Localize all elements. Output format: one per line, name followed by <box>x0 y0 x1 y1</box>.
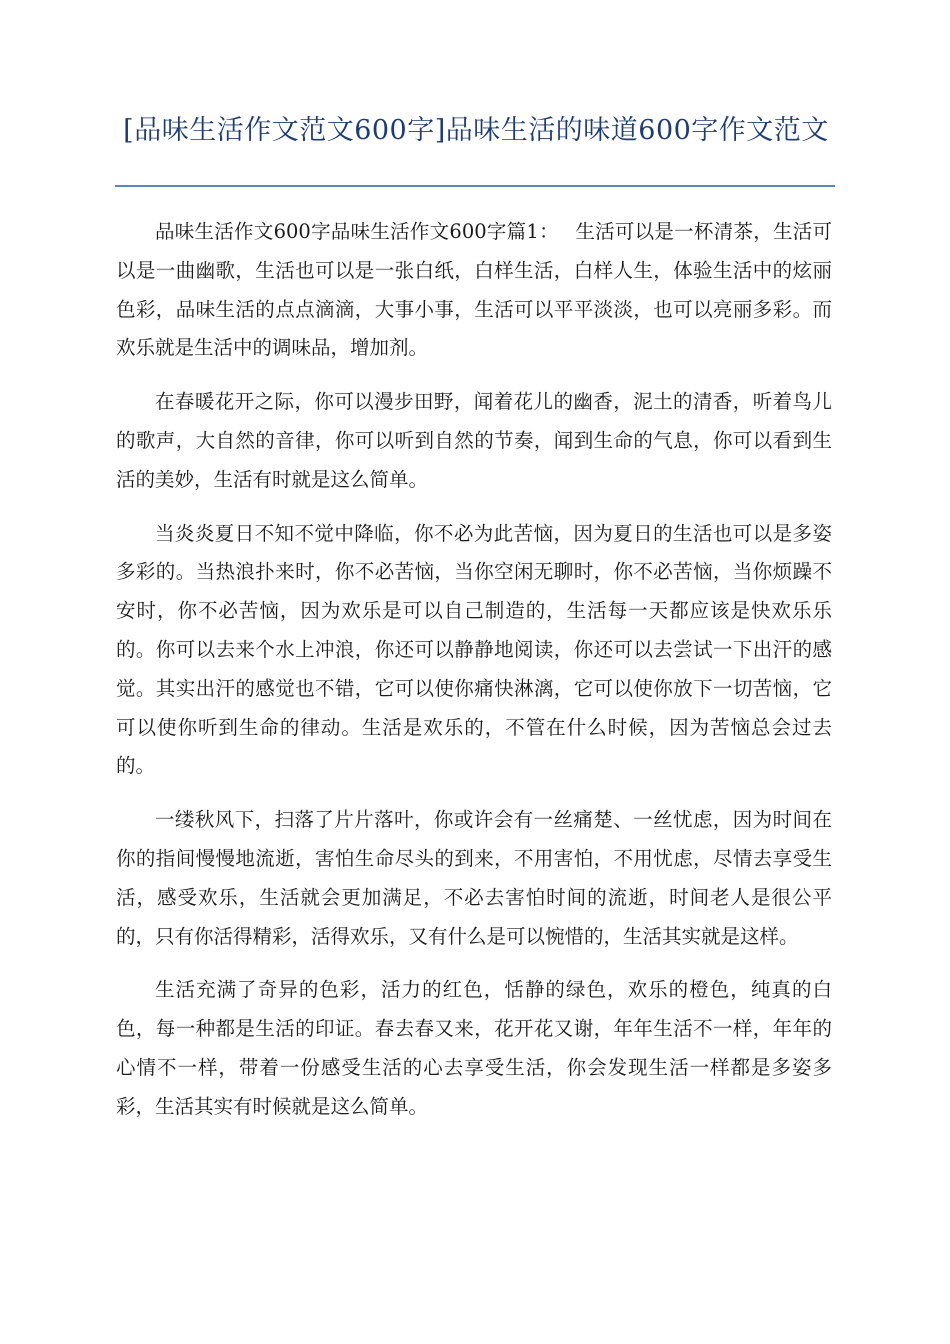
paragraph-5: 生活充满了奇异的色彩，活力的红色，恬静的绿色，欢乐的橙色，纯真的白色，每一种都是生活的印证。春去春又来，花开花又谢，年年生活不一样，年年的心情不一样，带着一份感受生活的心去享受生活，你会发现生活一样都是多姿多彩，生活其实有时候就是这么简单。 <box>116 978 832 1118</box>
paragraph-4: 一缕秋风下，扫落了片片落叶，你或许会有一丝痛楚、一丝忧虑，因为时间在你的指间慢慢地流逝，害怕生命尽头的到来，不用害怕，不用忧虑，尽情去享受生活，感受欢乐，生活就会更加满足，不必去害怕时间的流逝，时间老人是很公平的，只有你活得精彩，活得欢乐，又有什么是可以惋惜的，生活其实就是这样。 <box>116 808 832 948</box>
paragraph-3: 当炎炎夏日不知不觉中降临，你不必为此苦恼，因为夏日的生活也可以是多姿多彩的。当热浪扑来时，你不必苦恼，当你空闲无聊时，你不必苦恼，当你烦躁不安时，你不必苦恼，因为欢乐是可以自己制造的，生活每一天都应该是快欢乐乐的。你可以去来个水上冲浪，你还可以静静地阅读，你还可以去尝试一下出汗的感觉。其实出汗的感觉也不错，它可以使你痛快淋漓，它可以使你放下一切苦恼，它可以使你听到生命的律动。生活是欢乐的，不管在什么时候，因为苦恼总会过去的。 <box>116 521 832 778</box>
paragraph-2: 在春暖花开之际，你可以漫步田野，闻着花儿的幽香，泥土的清香，听着鸟儿的歌声，大自然的音律，你可以听到自然的节奏，闻到生命的气息，你可以看到生活的美妙，生活有时就是这么简单。 <box>116 390 832 491</box>
document-title: [品味生活作文范文600字]品味生活的味道600字作文范文 <box>123 115 829 146</box>
document-body <box>116 213 832 1142</box>
paragraph-1: 品味生活作文600字品味生活作文600字篇1： 生活可以是一杯清茶，生活可以是一曲幽歌，生活也可以是一张白纸，白样生活，白样人生，体验生活中的炫丽色彩，品味生活的点点滴滴，大事小事，生活可以平平淡淡，也可以亮丽多彩。而欢乐就是生活中的调味品，增加剂。 <box>116 220 832 360</box>
title-divider <box>115 185 835 187</box>
